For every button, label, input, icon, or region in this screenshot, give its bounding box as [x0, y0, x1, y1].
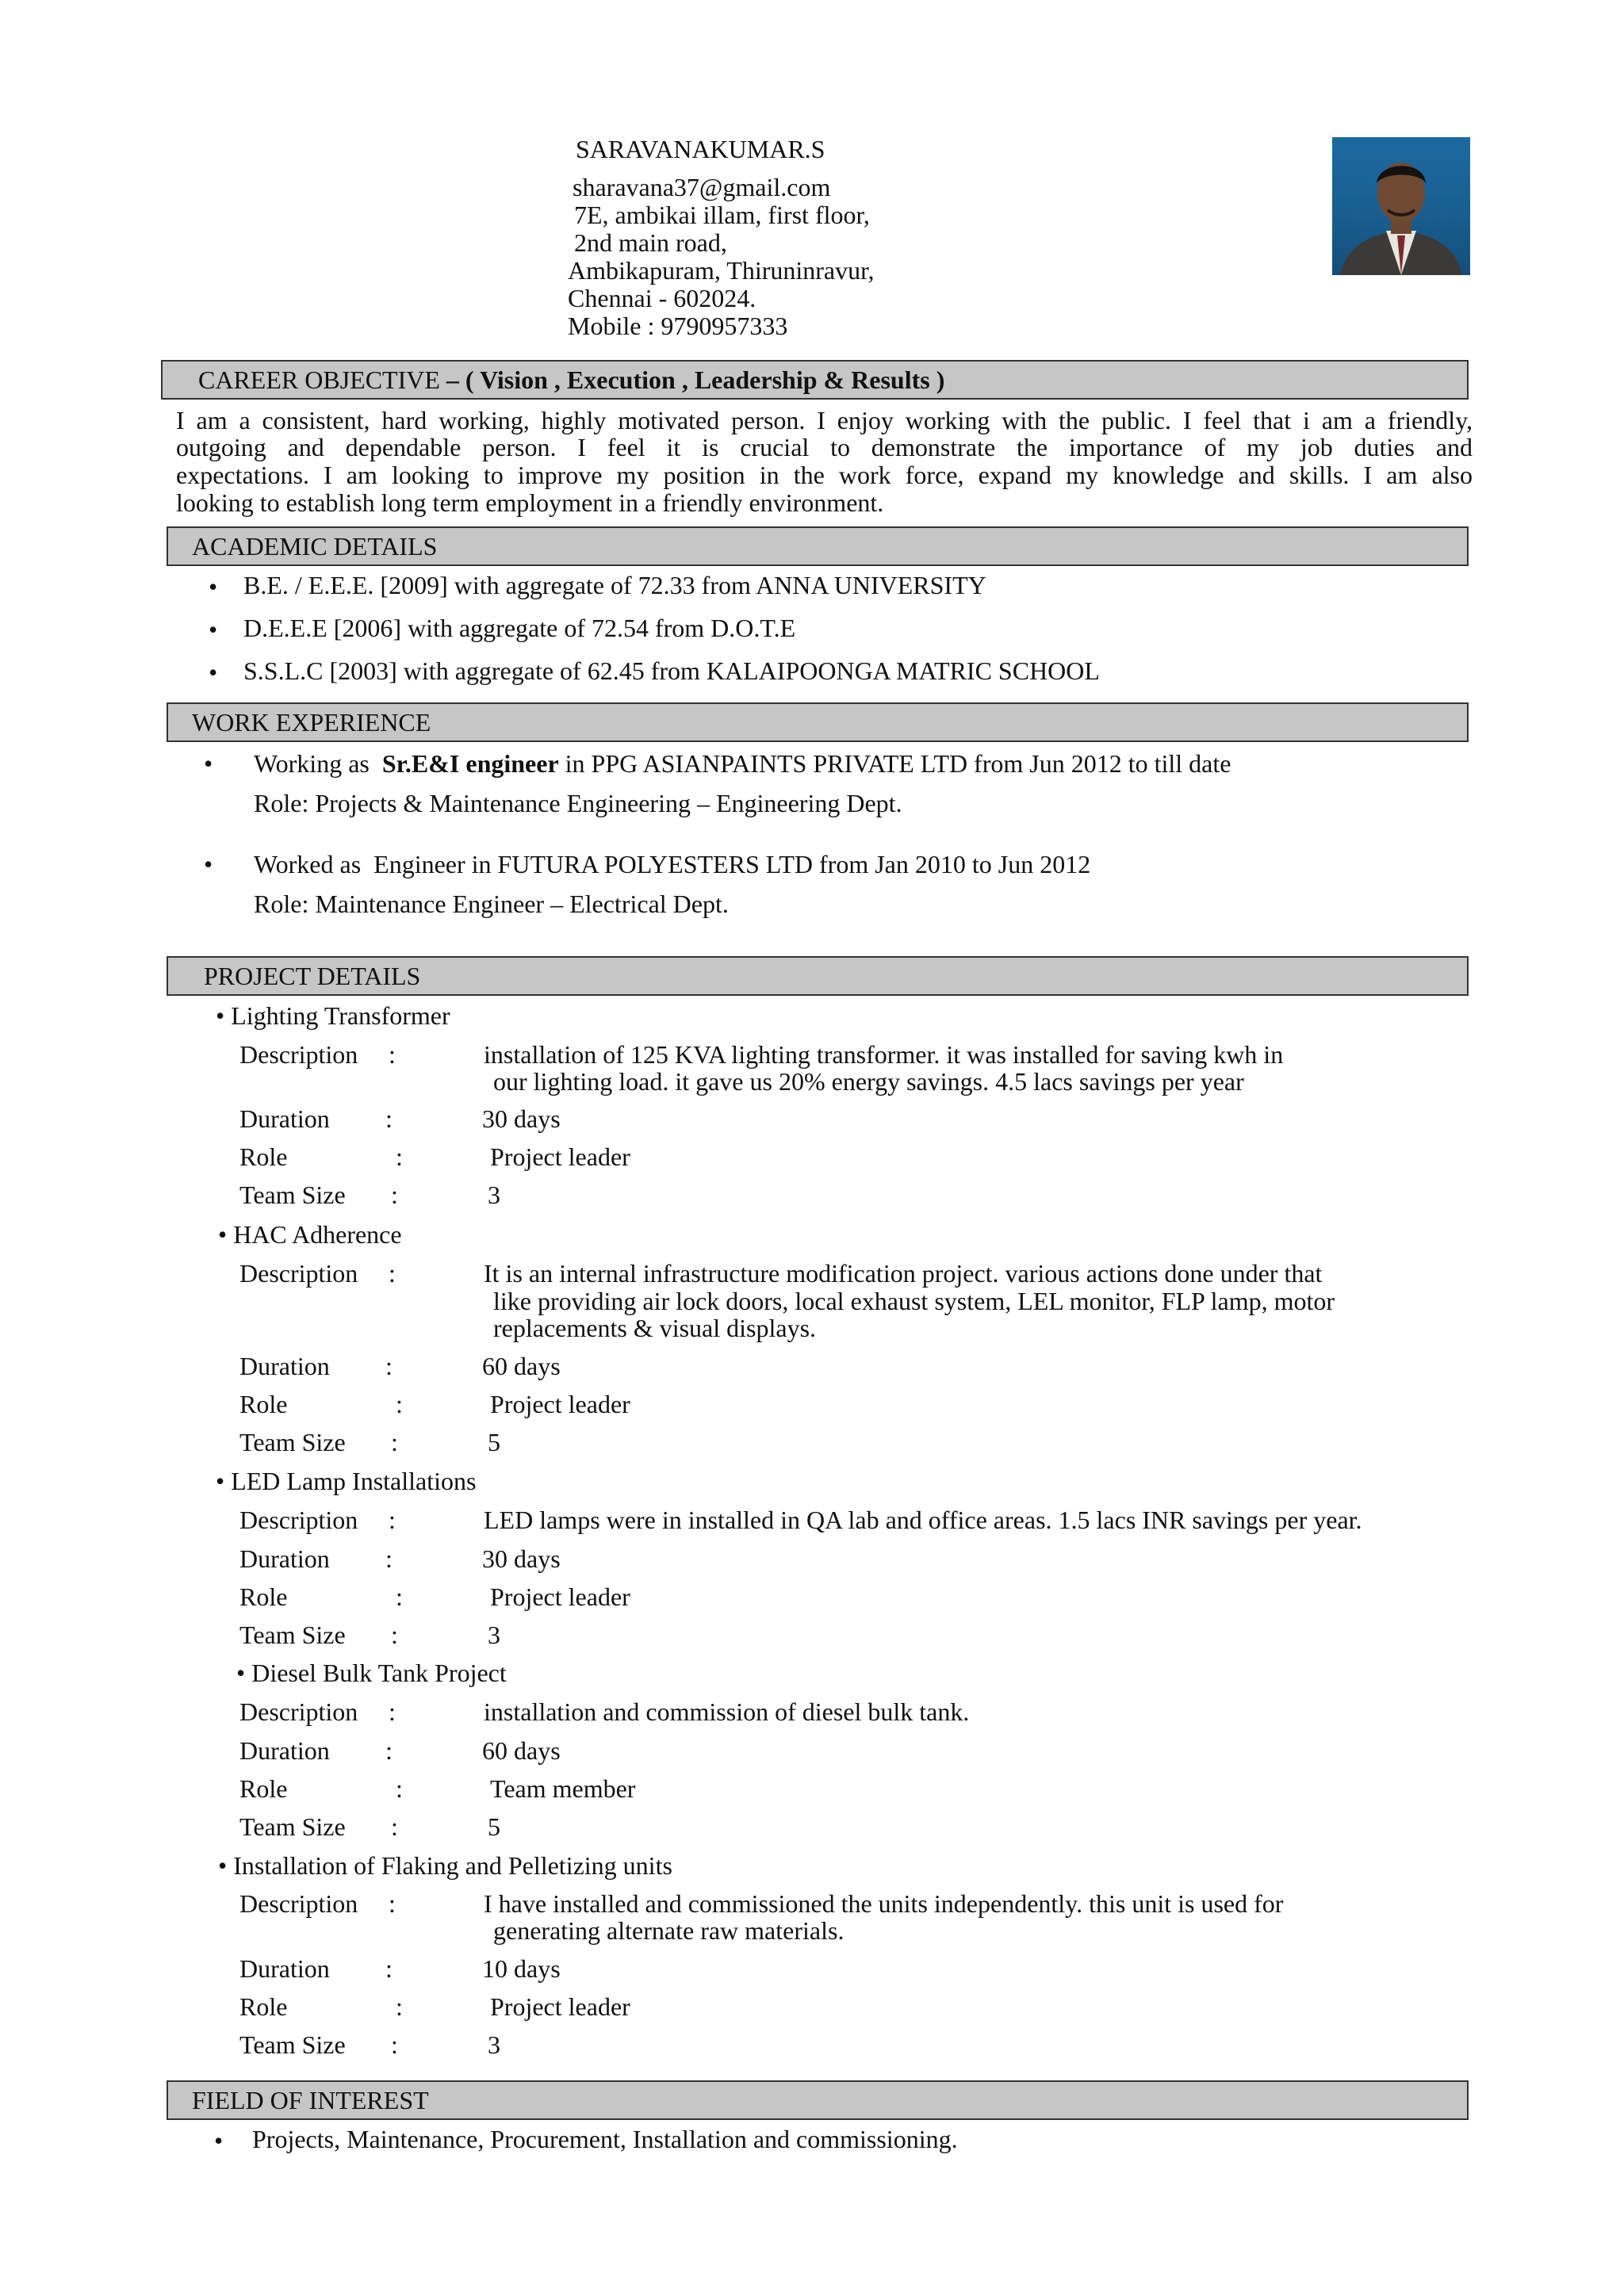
career-objective-line-4: looking to establish long term employment in a friendly environment.: [176, 488, 884, 517]
project-3-role: Project leader: [490, 1582, 630, 1611]
project-3-duration: 30 days: [482, 1544, 561, 1573]
work-item-1: Working as Sr.E&I engineer in PPG ASIANPAINTS PRIVATE LTD from Jun 2012 to till date: [254, 749, 1231, 778]
project-details-title: PROJECT DETAILS: [204, 962, 421, 990]
academic-bullet-icon: •: [209, 615, 218, 644]
field-of-interest-title: FIELD OF INTEREST: [192, 2086, 429, 2114]
project-5-role-label: Role: [239, 1992, 288, 2021]
academic-item-2: D.E.E.E [2006] with aggregate of 72.54 from D.O.T.E: [243, 614, 796, 642]
career-objective-subtitle: – ( Vision , Execution , Leadership & Results ): [446, 365, 945, 394]
project-3-duration-label: Duration: [239, 1544, 330, 1573]
colon: :: [396, 1390, 403, 1418]
project-3-role-label: Role: [239, 1582, 288, 1611]
project-4-duration: 60 days: [482, 1736, 561, 1765]
project-4-duration-label: Duration: [239, 1736, 330, 1765]
project-4-team-label: Team Size: [239, 1812, 346, 1841]
project-4-team: 5: [488, 1812, 500, 1841]
work-item-2-role: Role: Maintenance Engineer – Electrical Dept.: [254, 890, 729, 918]
project-2-description-2: like providing air lock doors, local exhaust system, LEL monitor, FLP lamp, motor: [493, 1287, 1335, 1315]
academic-item-1: B.E. / E.E.E. [2009] with aggregate of 72.33 from ANNA UNIVERSITY: [243, 571, 986, 599]
project-2-role: Project leader: [490, 1390, 630, 1418]
project-1-role-label: Role: [239, 1142, 288, 1171]
project-5-duration: 10 days: [482, 1954, 561, 1983]
field-of-interest-header: [167, 2080, 1469, 2120]
person-photo-icon: [1332, 137, 1470, 275]
project-4-description-1: installation and commission of diesel bulk tank.: [484, 1697, 970, 1726]
project-2-description-label: Description: [239, 1259, 358, 1288]
profile-photo: [1332, 137, 1470, 275]
colon: :: [389, 1697, 396, 1726]
project-5-description-label: Description: [239, 1889, 358, 1918]
colon: :: [389, 1506, 396, 1534]
work-experience-title: WORK EXPERIENCE: [192, 708, 431, 737]
project-3-team: 3: [488, 1621, 500, 1649]
project-5-role: Project leader: [490, 1992, 630, 2021]
project-3-name: • LED Lamp Installations: [216, 1467, 477, 1495]
colon: :: [385, 1736, 393, 1765]
project-2-team-label: Team Size: [239, 1428, 346, 1456]
colon: :: [389, 1889, 396, 1918]
project-3-description-label: Description: [239, 1506, 358, 1534]
project-5-description-1: I have installed and commissioned the units independently. this unit is used for: [484, 1889, 1284, 1918]
colon: :: [396, 1774, 403, 1803]
project-1-team: 3: [488, 1181, 500, 1209]
academic-bullet-icon: •: [209, 658, 218, 687]
mobile: Mobile : 9790957333: [568, 312, 788, 340]
career-objective-line-3: expectations. I am looking to improve my position in the work force, expand my knowledge and skills. I am also: [176, 461, 1473, 489]
project-4-role: Team member: [490, 1774, 636, 1803]
colon: :: [385, 1352, 393, 1380]
email: sharavana37@gmail.com: [573, 173, 831, 201]
project-2-name: • HAC Adherence: [218, 1220, 402, 1249]
address-line-1: 7E, ambikai illam, first floor,: [574, 201, 870, 229]
work-item-2: Worked as Engineer in FUTURA POLYESTERS LTD from Jan 2010 to Jun 2012: [254, 850, 1091, 878]
project-1-description-label: Description: [239, 1040, 358, 1069]
project-4-description-label: Description: [239, 1697, 358, 1726]
colon: :: [396, 1142, 403, 1171]
project-details-header: [167, 956, 1469, 996]
academic-details-header: [167, 526, 1469, 566]
candidate-name: SARAVANAKUMAR.S: [576, 135, 825, 163]
work-experience-header: [167, 702, 1469, 742]
project-1-team-label: Team Size: [239, 1181, 346, 1209]
career-objective-title: CAREER OBJECTIVE: [198, 365, 440, 394]
project-1-name: • Lighting Transformer: [216, 1001, 450, 1030]
work-item-1-position: Sr.E&I engineer: [381, 749, 559, 778]
interest-item-1: Projects, Maintenance, Procurement, Installation and commissioning.: [252, 2125, 958, 2153]
project-1-duration-label: Duration: [239, 1104, 330, 1133]
career-objective-line-2: outgoing and dependable person. I feel it is crucial to demonstrate the importance of my job duties and: [176, 433, 1473, 461]
colon: :: [385, 1104, 393, 1133]
project-1-role: Project leader: [490, 1142, 630, 1171]
academic-bullet-icon: •: [209, 572, 218, 601]
colon: :: [391, 1812, 398, 1841]
project-5-team: 3: [488, 2030, 500, 2059]
project-2-role-label: Role: [239, 1390, 288, 1418]
colon: :: [389, 1259, 396, 1288]
project-2-duration: 60 days: [482, 1352, 561, 1380]
career-objective-header: [161, 360, 1469, 400]
project-1-description-2: our lighting load. it gave us 20% energy savings. 4.5 lacs savings per year: [493, 1067, 1244, 1096]
work-item-1-role: Role: Projects & Maintenance Engineering – Engineering Dept.: [254, 789, 902, 817]
project-1-description-1: installation of 125 KVA lighting transformer. it was installed for saving kwh in: [484, 1040, 1284, 1069]
project-5-team-label: Team Size: [239, 2030, 346, 2059]
work-bullet-icon: •: [204, 749, 213, 778]
project-5-name: • Installation of Flaking and Pelletizing units: [218, 1851, 672, 1880]
colon: :: [389, 1040, 396, 1069]
academic-details-title: ACADEMIC DETAILS: [192, 532, 438, 561]
project-4-name: • Diesel Bulk Tank Project: [236, 1659, 507, 1687]
work-bullet-icon: •: [204, 850, 213, 878]
project-5-description-2: generating alternate raw materials.: [493, 1916, 845, 1945]
career-objective-line-1: I am a consistent, hard working, highly motivated person. I enjoy working with the public. I feel that i am a friendly,: [176, 406, 1473, 434]
address-line-3: Ambikapuram, Thiruninravur,: [568, 256, 875, 285]
colon: :: [391, 1428, 398, 1456]
interest-bullet-icon: •: [214, 2126, 224, 2155]
colon: :: [391, 1621, 398, 1649]
project-5-duration-label: Duration: [239, 1954, 330, 1983]
address-line-4: Chennai - 602024.: [568, 284, 756, 312]
address-line-2: 2nd main road,: [574, 228, 727, 257]
project-4-role-label: Role: [239, 1774, 288, 1803]
colon: :: [391, 1181, 398, 1209]
project-2-description-1: It is an internal infrastructure modification project. various actions done under that: [484, 1259, 1323, 1288]
academic-item-3: S.S.L.C [2003] with aggregate of 62.45 from KALAIPOONGA MATRIC SCHOOL: [243, 656, 1100, 685]
colon: :: [385, 1954, 393, 1983]
colon: :: [396, 1582, 403, 1611]
project-2-duration-label: Duration: [239, 1352, 330, 1380]
colon: :: [385, 1544, 393, 1573]
colon: :: [396, 1992, 403, 2021]
project-3-description-1: LED lamps were in installed in QA lab and office areas. 1.5 lacs INR savings per year.: [484, 1506, 1362, 1534]
colon: :: [391, 2030, 398, 2059]
project-1-duration: 30 days: [482, 1104, 561, 1133]
project-2-description-3: replacements & visual displays.: [493, 1314, 817, 1342]
project-3-team-label: Team Size: [239, 1621, 346, 1649]
project-2-team: 5: [488, 1428, 500, 1456]
